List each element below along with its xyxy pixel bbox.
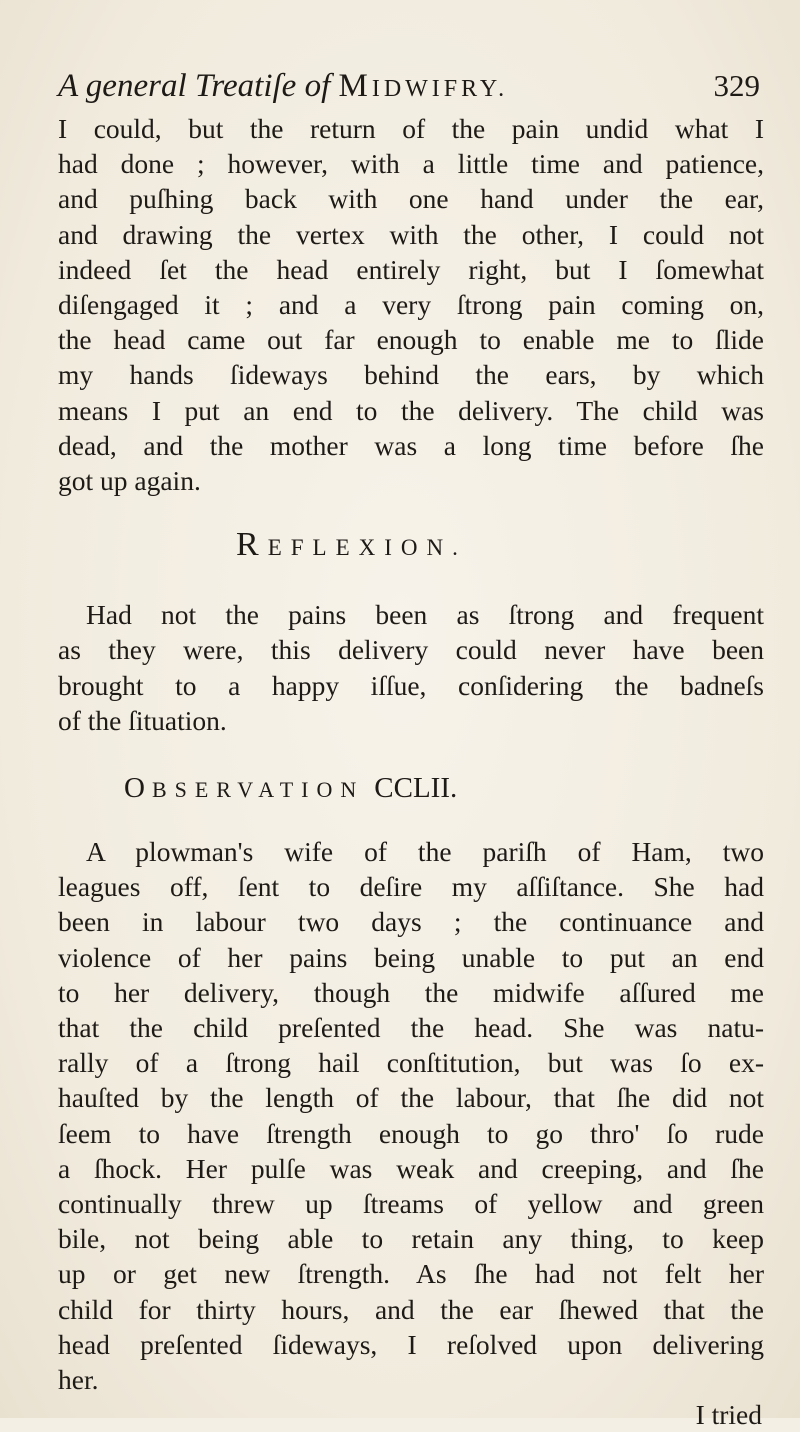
text-line: I could, but the return of the pain undid what I	[58, 113, 764, 144]
text-line: that the child preſented the head. She was natu-	[58, 1012, 764, 1044]
observation-heading: OBSERVATION CCLII.	[124, 772, 458, 805]
text-line: and drawing the vertex with the other, I could not	[58, 218, 764, 250]
paragraph-1	[58, 111, 764, 498]
text-line: diſengaged it ; and a very ſtrong pain coming on,	[58, 289, 764, 321]
text-line: to her delivery, though the midwife aſſured me	[58, 976, 764, 1008]
text-line: Had not the pains been as ſtrong and frequent	[86, 599, 764, 631]
text-line: of the ſituation.	[58, 704, 227, 736]
text-line: child for thirty hours, and the ear ſhewed that the	[58, 1293, 764, 1325]
text-line: dead, and the mother was a long time before ſhe	[58, 429, 764, 461]
running-title	[58, 66, 508, 109]
text-line: indeed ſet the head entirely right, but I ſomewhat	[58, 253, 764, 285]
running-title-caps: MIDWIFRY.	[338, 68, 509, 104]
text-line: hauſted by the length of the labour, that ſhe did not	[58, 1082, 764, 1114]
text-line: had done ; however, with a little time and patience,	[58, 148, 764, 180]
text-line: my hands ſideways behind the ears, by which	[58, 359, 764, 391]
text-line: A plowman's wife of the pariſh of Ham, two	[86, 836, 764, 868]
text-line: continually threw up ſtreams of yellow and green	[58, 1188, 764, 1220]
paragraph-2	[58, 597, 764, 738]
catchword: I tried	[695, 1399, 762, 1431]
reflexion-heading: REFLEXION.	[236, 526, 467, 564]
text-line: ſeem to have ſtrength enough to go thro' ſo rude	[58, 1117, 764, 1149]
page-content	[58, 66, 764, 1432]
running-head	[58, 66, 764, 109]
text-line: means I put an end to the delivery. The child was	[58, 394, 764, 426]
text-line: a ſhock. Her pulſe was weak and creeping, and ſhe	[58, 1152, 764, 1184]
observation-number: CCLII.	[374, 772, 458, 805]
text-line: her.	[58, 1364, 99, 1396]
text-line: the head came out far enough to enable me to ſlide	[58, 324, 764, 356]
running-title-italic: A general Treatiſe of	[58, 68, 331, 104]
paragraph-3	[58, 834, 764, 1397]
text-line: rally of a ſtrong hail conſtitution, but was ſo ex-	[58, 1047, 764, 1079]
text-line: got up again.	[58, 465, 201, 497]
page-number: 329	[713, 68, 760, 103]
text-line: as they were, this delivery could never have been	[58, 634, 764, 666]
text-line: head preſented ſideways, I reſolved upon delivering	[58, 1328, 764, 1360]
text-line: brought to a happy iſſue, conſidering the badneſs	[58, 669, 764, 701]
text-line: leagues off, ſent to deſire my aſſiſtance. She had	[58, 871, 764, 903]
text-line: been in labour two days ; the continuance and	[58, 906, 764, 938]
text-line: bile, not being able to retain any thing, to keep	[58, 1223, 764, 1255]
text-line: and puſhing back with one hand under the ear,	[58, 183, 764, 215]
text-line: violence of her pains being unable to put an end	[58, 941, 764, 973]
text-line: up or get new ſtrength. As ſhe had not felt her	[58, 1258, 764, 1290]
